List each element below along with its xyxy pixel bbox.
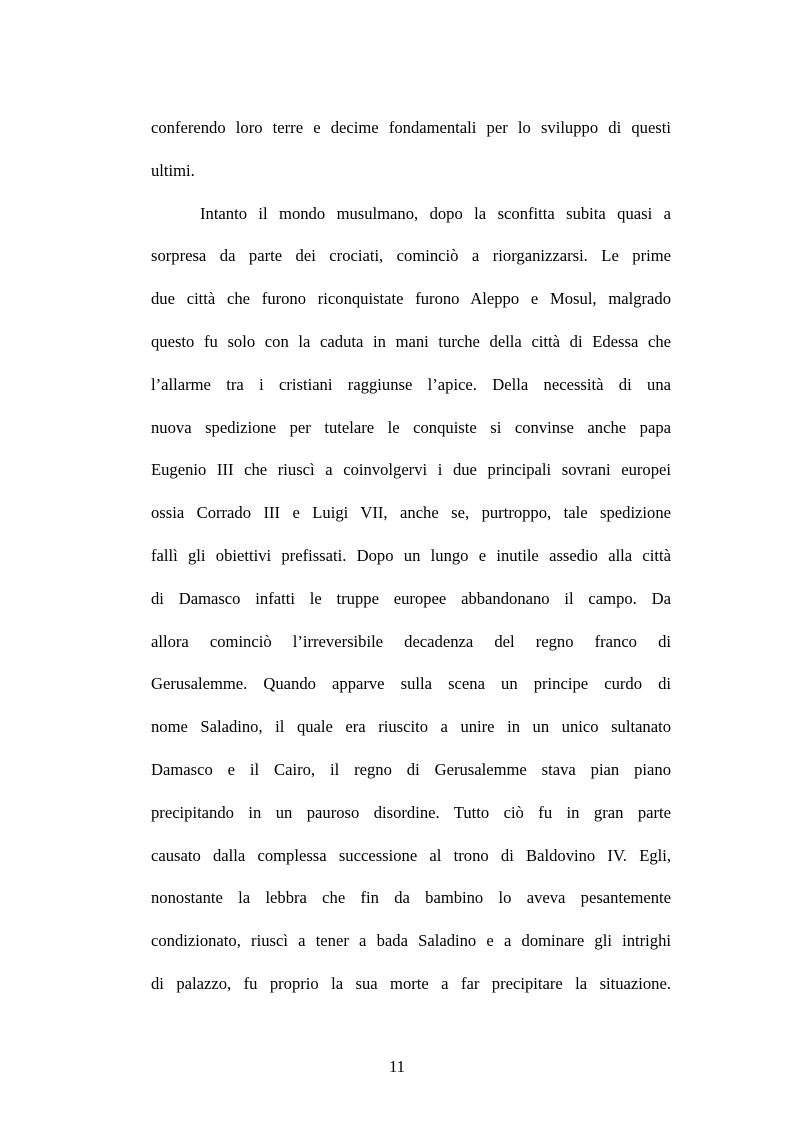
text-line: Eugenio III che riuscì a coinvolgervi i due principali sovrani europei bbox=[151, 460, 671, 480]
text-line: Intanto il mondo musulmano, dopo la sconfitta subita quasi a bbox=[200, 203, 671, 223]
text-line: di Damasco infatti le truppe europee abbandonano il campo. Da bbox=[151, 588, 671, 608]
text-line: nome Saladino, il quale era riuscito a unire in un unico sultanato bbox=[151, 717, 671, 737]
text-line: di palazzo, fu proprio la sua morte a far precipitare la situazione. bbox=[151, 973, 671, 993]
text-line: allora cominciò l’irreversibile decadenza del regno franco di bbox=[151, 631, 671, 651]
text-line: causato dalla complessa successione al trono di Baldovino IV. Egli, bbox=[151, 845, 671, 865]
text-line: l’allarme tra i cristiani raggiunse l’apice. Della necessità di una bbox=[151, 374, 671, 394]
text-line: due città che furono riconquistate furono Aleppo e Mosul, malgrado bbox=[151, 289, 671, 309]
text-line: nuova spedizione per tutelare le conquiste si convinse anche papa bbox=[151, 417, 671, 437]
text-line: ultimi. bbox=[151, 160, 195, 180]
text-line: conferendo loro terre e decime fondamentali per lo sviluppo di questi bbox=[151, 118, 671, 137]
page-number: 11 bbox=[389, 1057, 405, 1076]
text-line: condizionato, riuscì a tener a bada Saladino e a dominare gli intrighi bbox=[151, 931, 671, 951]
text-line: questo fu solo con la caduta in mani turche della città di Edessa che bbox=[151, 331, 671, 351]
text-line: ossia Corrado III e Luigi VII, anche se, purtroppo, tale spedizione bbox=[151, 503, 671, 523]
text-line: Damasco e il Cairo, il regno di Gerusalemme stava pian piano bbox=[151, 759, 671, 779]
body-text bbox=[151, 107, 671, 1006]
text-line: precipitando in un pauroso disordine. Tutto ciò fu in gran parte bbox=[151, 802, 671, 822]
text-line: sorpresa da parte dei crociati, cominciò a riorganizzarsi. Le prime bbox=[151, 246, 671, 266]
text-line: fallì gli obiettivi prefissati. Dopo un lungo e inutile assedio alla città bbox=[151, 545, 671, 565]
text-line: Gerusalemme. Quando apparve sulla scena un principe curdo di bbox=[151, 674, 671, 694]
text-line: nonostante la lebbra che fin da bambino lo aveva pesantemente bbox=[151, 888, 671, 908]
